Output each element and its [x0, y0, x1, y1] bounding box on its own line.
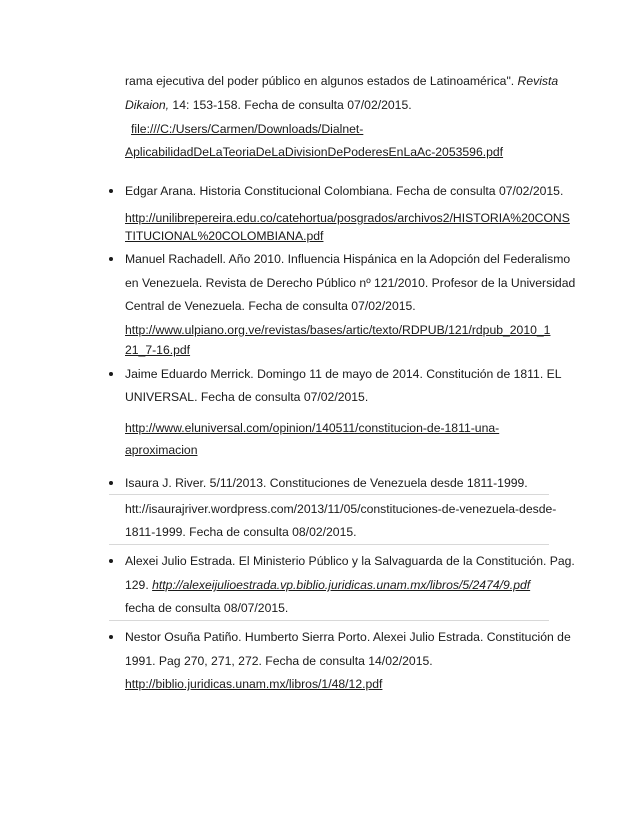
- ref-6-line-2: 1991. Pag 270, 271, 272. Fecha de consulta 14/02/2015.: [125, 654, 433, 668]
- ref-5-line-1: Alexei Julio Estrada. El Ministerio Público y la Salvaguarda de la Constitución. Pag.: [125, 554, 575, 568]
- bullet-icon: [109, 559, 113, 563]
- ref-5-link[interactable]: http://alexeijulioestrada.vp.biblio.juridicas.unam.mx/libros/5/2474/9.pdf: [152, 578, 531, 592]
- intro-link-1[interactable]: file:///C:/Users/Carmen/Downloads/Dialnet-: [131, 122, 364, 136]
- divider: [109, 544, 549, 545]
- bullet-icon: [109, 189, 113, 193]
- ref-2-line-1: Manuel Rachadell. Año 2010. Influencia Hispánica en la Adopción del Federalismo: [125, 252, 571, 266]
- ref-2-link-2[interactable]: 21_7-16.pdf: [125, 343, 191, 357]
- bullet-icon: [109, 372, 113, 376]
- intro-line-2: [125, 97, 412, 113]
- ref-1-line-1: Edgar Arana. Historia Constitucional Colombiana. Fecha de consulta 07/02/2015.: [125, 184, 564, 198]
- ref-1-link-2[interactable]: TITUCIONAL%20COLOMBIANA.pdf: [125, 229, 324, 243]
- ref-3-line-1: Jaime Eduardo Merrick. Domingo 11 de mayo de 2014. Constitución de 1811. EL: [125, 367, 562, 381]
- ref-4-line-1: Isaura J. River. 5/11/2013. Constituciones de Venezuela desde 1811-1999.: [125, 476, 528, 490]
- ref-1-link-1[interactable]: http://unilibrepereira.edu.co/catehortua/posgrados/archivos2/HISTORIA%20CONS: [125, 211, 570, 225]
- intro-line-1-text: rama ejecutiva del poder público en algunos estados de Latinoamérica".: [125, 74, 515, 88]
- ref-6-link-1[interactable]: http://biblio.juridicas.unam.mx/libros/1/48/12.pdf: [125, 677, 383, 691]
- ref-5-line-3: fecha de consulta 08/07/2015.: [125, 601, 289, 615]
- ref-5-page: 129.: [125, 578, 153, 592]
- intro-link-2[interactable]: AplicabilidadDeLaTeoriaDeLaDivisionDePoderesEnLaAc-2053596.pdf: [125, 145, 504, 159]
- ref-2-line-2: en Venezuela. Revista de Derecho Público nº 121/2010. Profesor de la Universidad: [125, 276, 576, 290]
- intro-journal-word: Revista: [517, 74, 559, 88]
- ref-6-line-1: Nestor Osuña Patiño. Humberto Sierra Porto. Alexei Julio Estrada. Constitución de: [125, 630, 571, 644]
- ref-4-line-2: htt://isaurajriver.wordpress.com/2013/11/05/constituciones-de-venezuela-desde-: [125, 502, 557, 516]
- ref-2-link-1[interactable]: http://www.ulpiano.org.ve/revistas/bases/artic/texto/RDPUB/121/rdpub_2010_1: [125, 323, 551, 337]
- bullet-icon: [109, 481, 113, 485]
- intro-line-1: [125, 73, 559, 89]
- intro-journal-name: Dikaion,: [125, 98, 170, 112]
- ref-4-line-3: 1811-1999. Fecha de consulta 08/02/2015.: [125, 525, 357, 539]
- ref-2-line-3: Central de Venezuela. Fecha de consulta 07/02/2015.: [125, 299, 416, 313]
- intro-line-2-text: 14: 153-158. Fecha de consulta 07/02/2015.: [169, 98, 412, 112]
- bullet-icon: [109, 635, 113, 639]
- ref-3-line-2: UNIVERSAL. Fecha de consulta 07/02/2015.: [125, 390, 369, 404]
- ref-3-link-1[interactable]: http://www.eluniversal.com/opinion/140511/constitucion-de-1811-una-: [125, 421, 500, 435]
- divider: [109, 494, 549, 495]
- bullet-icon: [109, 257, 113, 261]
- ref-5-line-2: [125, 577, 530, 593]
- ref-3-link-2[interactable]: aproximacion: [125, 443, 198, 457]
- divider: [109, 620, 549, 621]
